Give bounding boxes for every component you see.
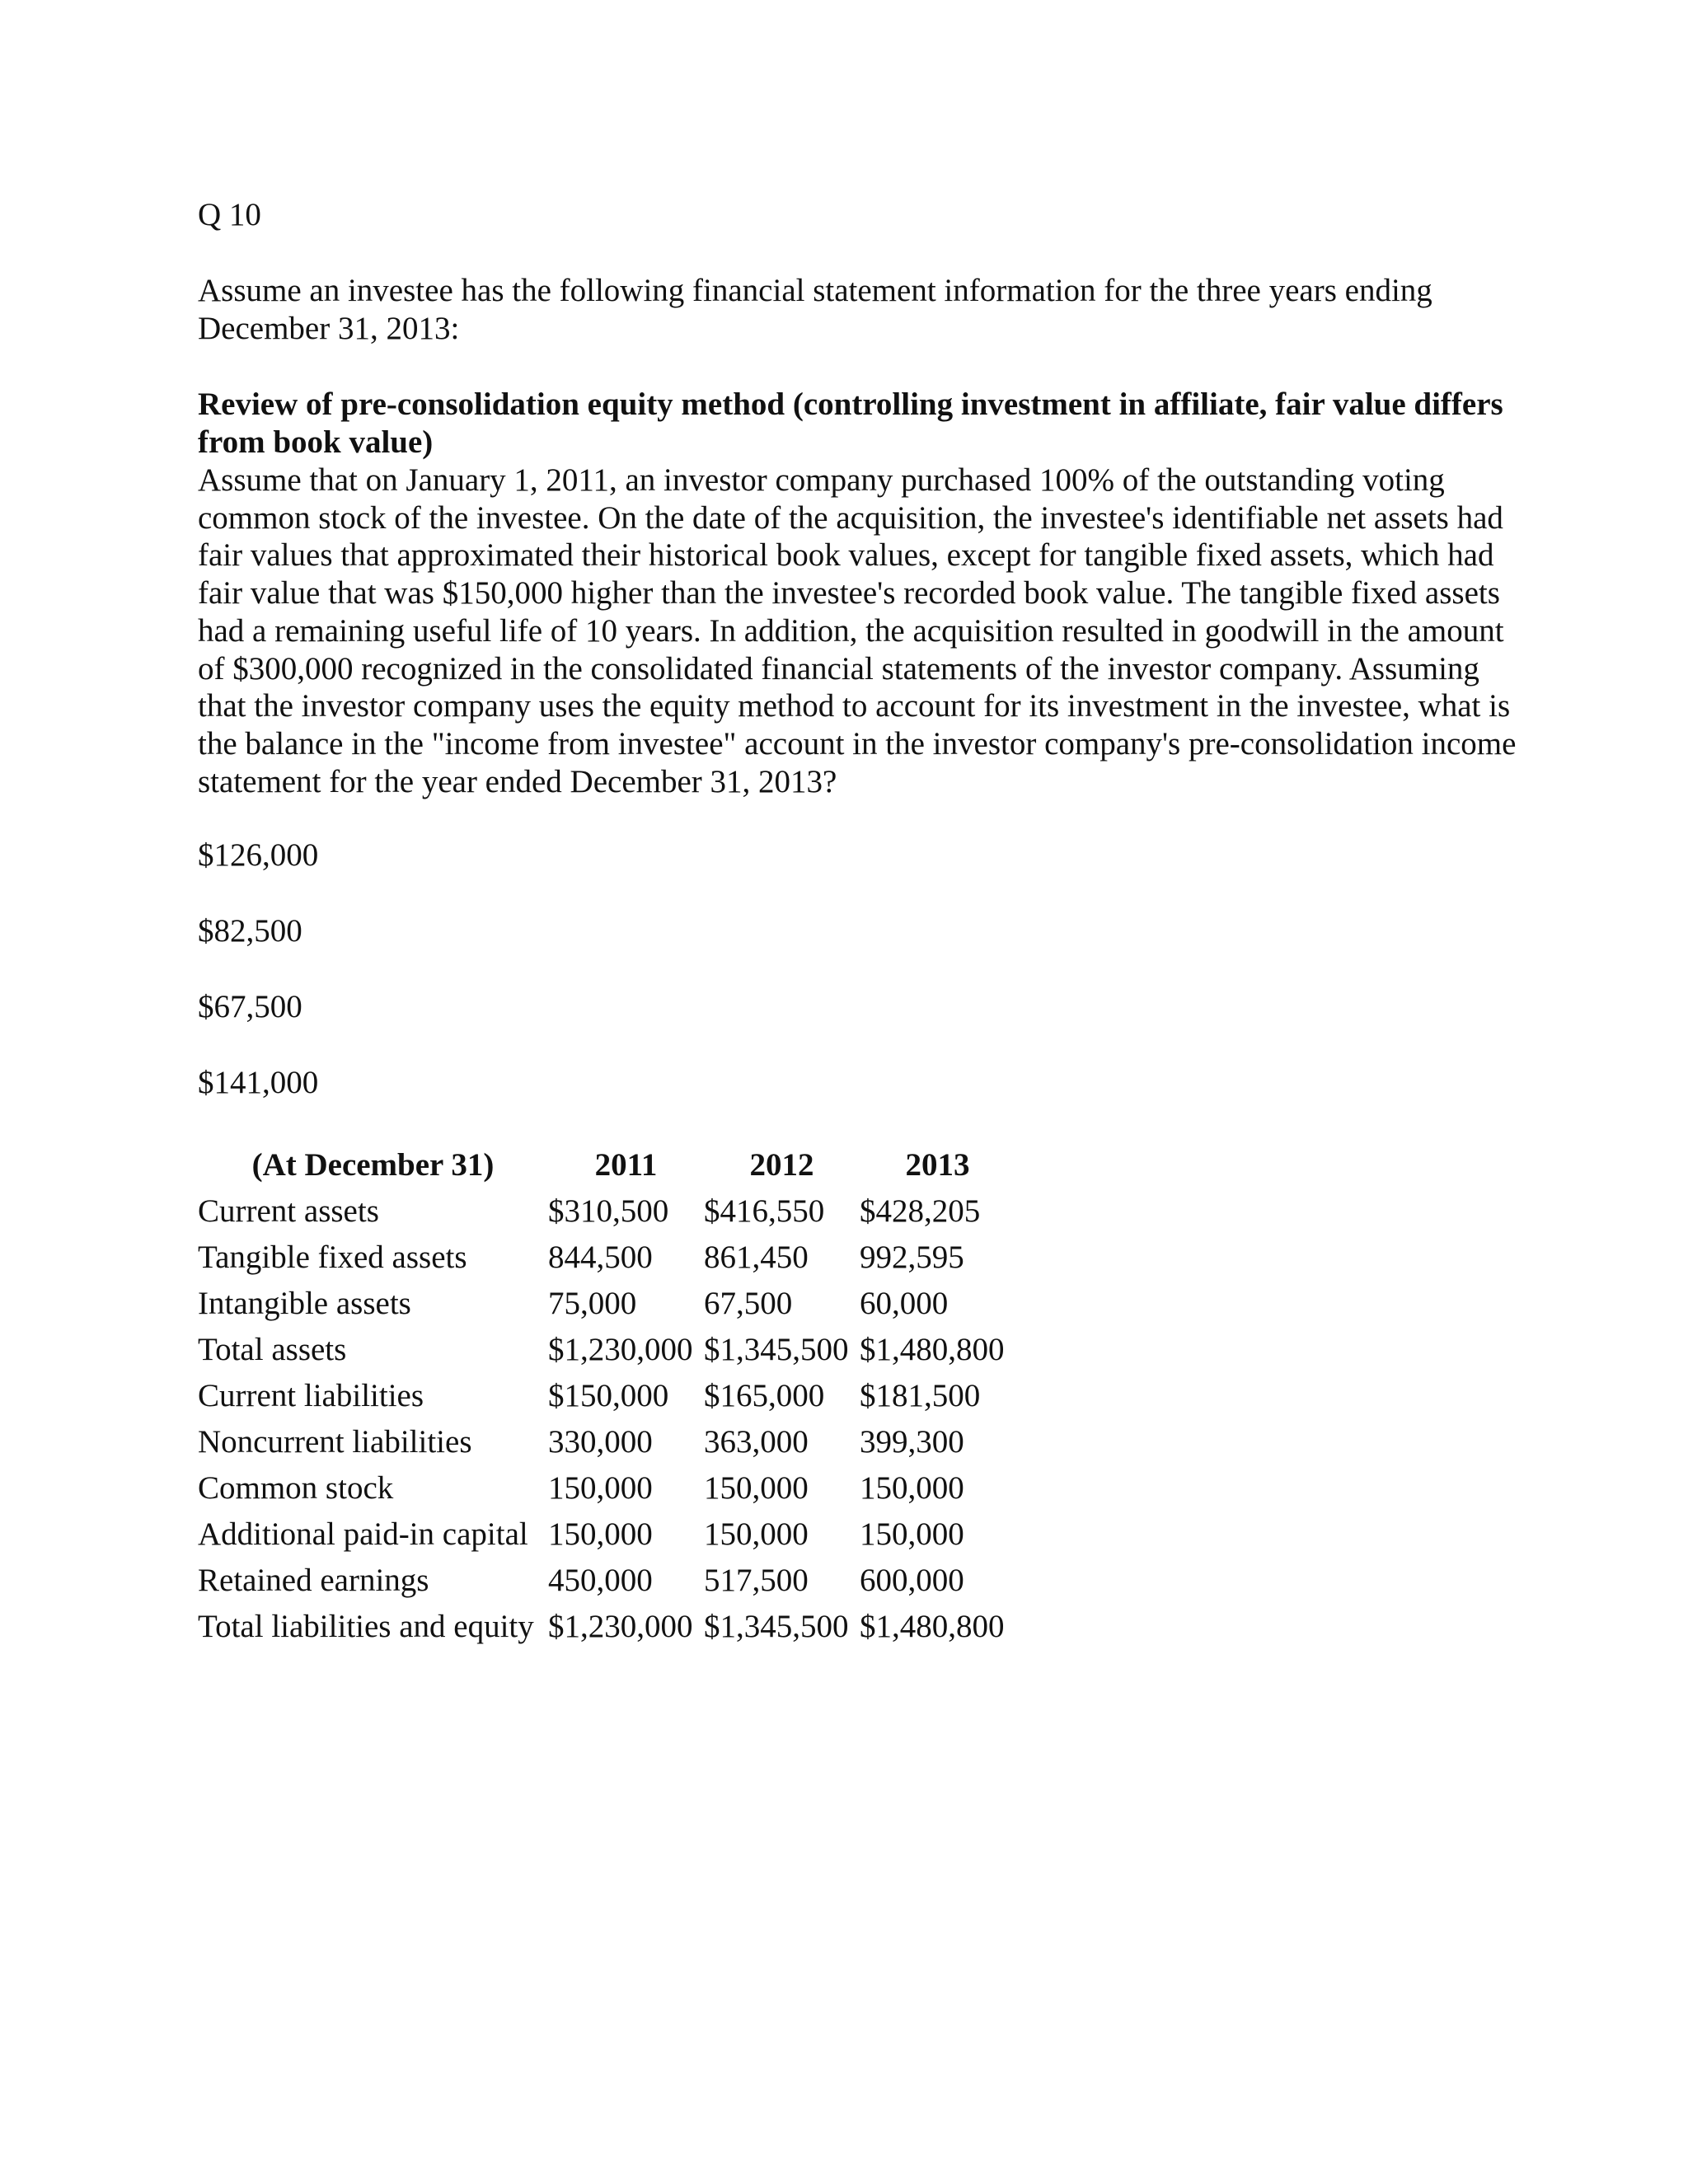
question-intro: Assume an investee has the following financial statement information for the three years ending December 31, 2013: [198,273,1432,346]
section-heading: Review of pre-consolidation equity method (controlling investment in affiliate, fair value differs from book value) [198,387,1503,460]
answer-choice: $67,500 [198,989,302,1024]
row-label: Intangible assets [198,1286,411,1321]
cell-value: 150,000 [704,1516,809,1552]
cell-value: 861,450 [704,1240,809,1275]
cell-value: $165,000 [704,1378,825,1413]
cell-value: 67,500 [704,1286,793,1321]
cell-value: $1,230,000 [548,1609,693,1644]
cell-value: $150,000 [548,1378,669,1413]
answer-choice: $82,500 [198,913,302,949]
table-header-year: 2013 [905,1147,970,1183]
cell-value: 150,000 [548,1470,653,1506]
cell-value: $1,480,800 [860,1332,1005,1367]
cell-value: $181,500 [860,1378,981,1413]
row-label: Retained earnings [198,1563,429,1598]
cell-value: 75,000 [548,1286,637,1321]
table-header-year: 2012 [749,1147,814,1183]
cell-value: 450,000 [548,1563,653,1598]
table-row [198,1188,1015,1235]
cell-value: 330,000 [548,1424,653,1460]
answer-choice: $126,000 [198,837,319,873]
financial-statement-table [198,1142,1015,1650]
cell-value: $1,480,800 [860,1609,1005,1644]
table-row [198,1511,1015,1558]
cell-value: $310,500 [548,1193,669,1229]
table-row [198,1281,1015,1327]
row-label: Total assets [198,1332,347,1367]
cell-value: 399,300 [860,1424,964,1460]
question-number: Q 10 [198,197,261,232]
cell-value: 150,000 [548,1516,653,1552]
row-label: Current liabilities [198,1378,424,1413]
answer-choice: $141,000 [198,1065,319,1100]
cell-value: $1,345,500 [704,1609,849,1644]
row-label: Additional paid-in capital [198,1516,528,1552]
table-row [198,1327,1015,1373]
table-row [198,1419,1015,1465]
cell-value: $428,205 [860,1193,981,1229]
cell-value: 517,500 [704,1563,809,1598]
row-label: Noncurrent liabilities [198,1424,472,1460]
row-label: Current assets [198,1193,379,1229]
table-row [198,1373,1015,1419]
question-body: Assume that on January 1, 2011, an investor company purchased 100% of the outstanding voting common stock of the investee. On the date of the acquisition, the investee's identifiable net assets had fair values that approximated their historical book values, except for tangible fixed assets, which had fair value that was $150,000 higher than the investee's recorded book value. The tangible fixed assets had a remaining useful life of 10 years. In addition, the acquisition resulted in goodwill in the amount of $300,000 recognized in the consolidated financial statements of the investor company. Assuming that the investor company uses the equity method to account for its investment in the investee, what is the balance in the "income from investee" account in the investor company's pre-consolidation income statement for the year ended December 31, 2013? [198,462,1517,799]
cell-value: $416,550 [704,1193,825,1229]
row-label: Common stock [198,1470,394,1506]
row-label: Total liabilities and equity [198,1609,534,1644]
cell-value: 60,000 [860,1286,949,1321]
cell-value: $1,345,500 [704,1332,849,1367]
table-header-year: 2011 [594,1147,658,1183]
cell-value: 992,595 [860,1240,964,1275]
table-row [198,1235,1015,1281]
table-row [198,1465,1015,1511]
cell-value: 844,500 [548,1240,653,1275]
table-row [198,1558,1015,1604]
table-header-row [198,1142,1015,1188]
cell-value: 150,000 [704,1470,809,1506]
cell-value: 363,000 [704,1424,809,1460]
cell-value: $1,230,000 [548,1332,693,1367]
table-row [198,1604,1015,1650]
cell-value: 600,000 [860,1563,964,1598]
table-header-label: (At December 31) [251,1147,495,1183]
row-label: Tangible fixed assets [198,1240,467,1275]
cell-value: 150,000 [860,1470,964,1506]
answer-choices [198,837,318,1140]
cell-value: 150,000 [860,1516,964,1552]
